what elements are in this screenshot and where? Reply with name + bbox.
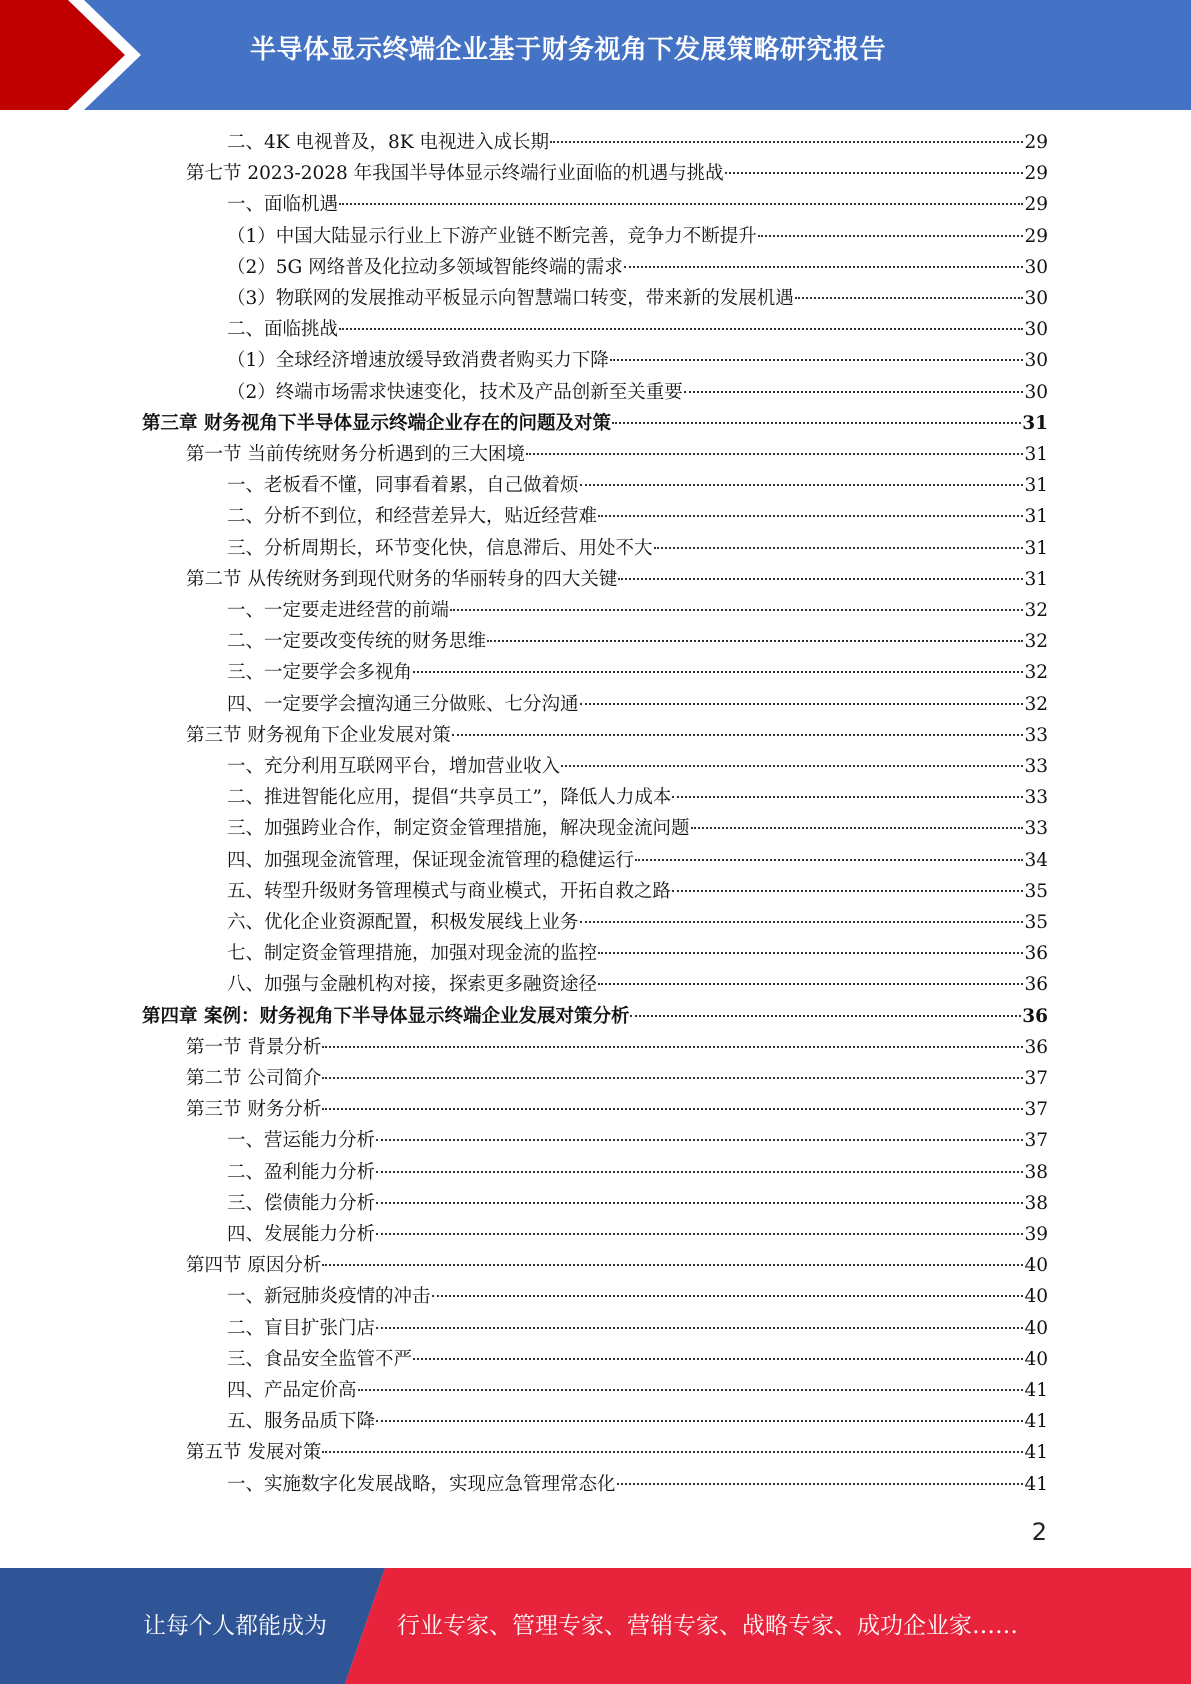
toc-entry-title: 四、产品定价高 xyxy=(227,1380,357,1401)
toc-entry-page: 36 xyxy=(1024,1036,1048,1058)
toc-entry[interactable] xyxy=(227,626,1048,657)
toc-entry[interactable] xyxy=(227,377,1048,408)
toc-entry-page: 30 xyxy=(1024,319,1048,341)
page-header xyxy=(0,0,1191,110)
toc-entry-page: 40 xyxy=(1024,1255,1048,1277)
toc-entry-page: 41 xyxy=(1024,1380,1048,1401)
page-number: 2 xyxy=(1031,1518,1047,1546)
report-title: 半导体显示终端企业基于财务视角下发展策略研究报告 xyxy=(250,35,887,65)
toc-entry-title: 第一节 背景分析 xyxy=(186,1036,322,1058)
toc-entry-page: 41 xyxy=(1024,1411,1048,1433)
toc-entry-title: （3）物联网的发展推动平板显示向智慧端口转变，带来新的发展机遇 xyxy=(227,288,794,309)
toc-entry-page: 32 xyxy=(1024,631,1048,653)
toc-dot-leader xyxy=(672,796,1023,798)
toc-dot-leader xyxy=(580,921,1024,923)
toc-entry[interactable] xyxy=(227,189,1048,220)
toc-entry-page: 37 xyxy=(1024,1068,1048,1089)
toc-dot-leader xyxy=(672,890,1023,892)
toc-entry[interactable] xyxy=(227,501,1048,532)
toc-entry[interactable] xyxy=(227,751,1048,782)
toc-entry[interactable] xyxy=(227,533,1048,564)
toc-entry[interactable] xyxy=(186,1063,1048,1094)
toc-dot-leader xyxy=(610,359,1024,361)
toc-entry-page: 40 xyxy=(1024,1348,1048,1370)
toc-entry-page: 31 xyxy=(1024,506,1048,528)
toc-entry-page: 40 xyxy=(1024,1286,1048,1308)
toc-dot-leader xyxy=(322,1264,1023,1266)
toc-dot-leader xyxy=(339,328,1023,330)
toc-entry[interactable] xyxy=(227,127,1048,158)
toc-dot-leader xyxy=(617,1483,1024,1485)
toc-entry-title: 一、面临机遇 xyxy=(227,194,339,216)
toc-dot-leader xyxy=(624,266,1024,268)
toc-entry-title: 一、实施数字化发展战略，实现应急管理常态化 xyxy=(227,1473,616,1495)
toc-entry-title: 二、一定要改变传统的财务思维 xyxy=(227,631,487,653)
toc-entry-title: 四、加强现金流管理，保证现金流管理的稳健运行 xyxy=(227,849,635,871)
toc-entry-page: 36 xyxy=(1024,943,1048,965)
toc-entry-title: （1）全球经济增速放缓导致消费者购买力下降 xyxy=(227,350,609,372)
toc-dot-leader xyxy=(580,484,1024,486)
toc-entry-title: 第二节 从传统财务到现代财务的华丽转身的四大关键 xyxy=(186,568,618,590)
toc-entry-page: 31 xyxy=(1022,412,1048,434)
toc-entry[interactable] xyxy=(186,1032,1048,1063)
toc-dot-leader xyxy=(487,640,1023,642)
header-arrow-decoration xyxy=(0,0,160,110)
toc-dot-leader xyxy=(322,1046,1023,1048)
toc-entry-page: 36 xyxy=(1022,1005,1048,1027)
toc-dot-leader xyxy=(725,172,1024,174)
toc-entry-title: 五、转型升级财务管理模式与商业模式，开拓自救之路 xyxy=(227,880,672,902)
toc-entry-title: 第二节 公司简介 xyxy=(186,1068,322,1089)
toc-entry[interactable] xyxy=(227,907,1048,938)
toc-entry-page: 29 xyxy=(1024,163,1048,185)
toc-entry-page: 33 xyxy=(1024,724,1048,746)
toc-dot-leader xyxy=(526,453,1024,455)
toc-entry-page: 29 xyxy=(1024,194,1048,216)
toc-entry-title: 第四章 案例：财务视角下半导体显示终端企业发展对策分析 xyxy=(142,1005,630,1027)
toc-dot-leader xyxy=(795,297,1024,299)
toc-entry-title: 第三节 财务视角下企业发展对策 xyxy=(186,724,451,746)
toc-entry[interactable] xyxy=(227,1375,1048,1406)
toc-entry-title: 五、服务品质下降 xyxy=(227,1411,376,1433)
toc-entry-title: 二、分析不到位，和经营差异大，贴近经营难 xyxy=(227,506,598,528)
toc-entry[interactable] xyxy=(227,470,1048,501)
toc-entry[interactable] xyxy=(227,1281,1048,1312)
toc-entry[interactable] xyxy=(227,813,1048,844)
toc-entry-title: 六、优化企业资源配置，积极发展线上业务 xyxy=(227,912,579,933)
toc-entry[interactable] xyxy=(227,1125,1048,1156)
toc-entry-title: 四、一定要学会擅沟通三分做账、七分沟通 xyxy=(227,693,579,715)
toc-entry-title: 一、老板看不懂，同事看着累，自己做着烦 xyxy=(227,475,579,497)
toc-dot-leader xyxy=(376,1139,1023,1141)
toc-entry-page: 34 xyxy=(1024,849,1048,871)
toc-entry[interactable] xyxy=(186,1250,1048,1281)
toc-dot-leader xyxy=(550,141,1024,143)
toc-entry-title: 第五节 发展对策 xyxy=(186,1442,322,1464)
toc-entry-page: 30 xyxy=(1024,288,1048,309)
toc-entry-title: 一、营运能力分析 xyxy=(227,1130,376,1152)
toc-entry-title: 三、加强跨业合作，制定资金管理措施，解决现金流问题 xyxy=(227,818,690,840)
toc-entry[interactable] xyxy=(227,1219,1048,1250)
toc-entry[interactable] xyxy=(227,657,1048,688)
toc-dot-leader xyxy=(691,827,1024,829)
toc-entry[interactable] xyxy=(227,1188,1048,1219)
toc-entry[interactable] xyxy=(227,221,1048,252)
toc-dot-leader xyxy=(630,1015,1021,1017)
toc-dot-leader xyxy=(654,547,1024,549)
toc-dot-leader xyxy=(322,1451,1023,1453)
toc-entry-page: 36 xyxy=(1024,974,1048,996)
toc-entry-page: 39 xyxy=(1024,1224,1048,1245)
toc-entry-title: 三、偿债能力分析 xyxy=(227,1192,376,1214)
toc-entry[interactable] xyxy=(227,689,1048,720)
toc-dot-leader xyxy=(598,515,1023,517)
toc-entry-page: 31 xyxy=(1024,537,1048,559)
toc-entry[interactable] xyxy=(227,252,1048,283)
toc-entry[interactable] xyxy=(227,969,1048,1000)
toc-dot-leader xyxy=(580,703,1024,705)
toc-dot-leader xyxy=(376,1327,1023,1329)
toc-entry-page: 32 xyxy=(1024,662,1048,684)
toc-entry-page: 38 xyxy=(1024,1192,1048,1214)
toc-dot-leader xyxy=(413,1358,1023,1360)
toc-entry-title: 第四节 原因分析 xyxy=(186,1255,322,1277)
toc-entry-title: 一、充分利用互联网平台，增加营业收入 xyxy=(227,756,561,777)
toc-entry-title: 三、食品安全监管不严 xyxy=(227,1348,413,1370)
toc-entry[interactable] xyxy=(227,845,1048,876)
toc-entry-page: 30 xyxy=(1024,381,1048,403)
toc-entry-title: 二、面临挑战 xyxy=(227,319,339,341)
toc-entry-page: 32 xyxy=(1024,600,1048,621)
toc-entry[interactable] xyxy=(227,876,1048,907)
toc-dot-leader xyxy=(452,734,1024,736)
toc-entry-page: 35 xyxy=(1024,880,1048,902)
toc-dot-leader xyxy=(598,952,1023,954)
toc-entry[interactable] xyxy=(186,1437,1048,1468)
toc-entry-title: 第一节 当前传统财务分析遇到的三大困境 xyxy=(186,444,525,465)
toc-dot-leader xyxy=(322,1077,1023,1079)
toc-dot-leader xyxy=(684,391,1024,393)
toc-entry-title: 四、发展能力分析 xyxy=(227,1224,376,1245)
toc-dot-leader xyxy=(432,1295,1024,1297)
toc-entry[interactable] xyxy=(227,1344,1048,1375)
toc-entry[interactable] xyxy=(227,938,1048,969)
toc-entry-title: 一、一定要走进经营的前端 xyxy=(227,600,450,621)
toc-dot-leader xyxy=(635,859,1023,861)
toc-entry-title: 第三节 财务分析 xyxy=(186,1099,322,1121)
toc-dot-leader xyxy=(358,1389,1024,1391)
toc-entry-page: 41 xyxy=(1024,1442,1048,1464)
toc-entry-page: 35 xyxy=(1024,912,1048,933)
toc-entry-page: 33 xyxy=(1024,818,1048,840)
toc-entry[interactable] xyxy=(186,564,1048,595)
toc-entry-title: 二、盲目扩张门店 xyxy=(227,1317,376,1339)
toc-entry[interactable] xyxy=(227,1406,1048,1437)
toc-entry-title: （1）中国大陆显示行业上下游产业链不断完善，竞争力不断提升 xyxy=(227,225,757,247)
toc-entry-page: 30 xyxy=(1024,350,1048,372)
footer-slogan-left: 让每个人都能成为 xyxy=(143,1613,327,1639)
toc-chapter-entry[interactable] xyxy=(142,408,1048,439)
toc-entry-page: 37 xyxy=(1024,1130,1048,1152)
toc-dot-leader xyxy=(339,203,1023,205)
toc-dot-leader xyxy=(618,578,1023,580)
toc-dot-leader xyxy=(413,671,1023,673)
toc-entry-page: 30 xyxy=(1024,256,1048,278)
toc-entry-title: 三、一定要学会多视角 xyxy=(227,662,413,684)
toc-dot-leader xyxy=(450,609,1023,611)
toc-entry-page: 40 xyxy=(1024,1317,1048,1339)
toc-dot-leader xyxy=(322,1108,1023,1110)
toc-entry-page: 41 xyxy=(1024,1473,1048,1495)
toc-chapter-entry[interactable] xyxy=(142,1001,1048,1032)
toc-entry-title: 八、加强与金融机构对接，探索更多融资途径 xyxy=(227,974,598,996)
toc-entry[interactable] xyxy=(227,1469,1048,1500)
toc-entry-page: 31 xyxy=(1024,568,1048,590)
toc-entry[interactable] xyxy=(186,439,1048,470)
toc-entry-page: 29 xyxy=(1024,132,1048,153)
toc-dot-leader xyxy=(612,422,1021,424)
toc-entry-page: 31 xyxy=(1024,444,1048,465)
toc-entry-title: 一、新冠肺炎疫情的冲击 xyxy=(227,1286,431,1308)
toc-entry-page: 32 xyxy=(1024,693,1048,715)
toc-entry[interactable] xyxy=(227,283,1048,314)
toc-dot-leader xyxy=(376,1171,1023,1173)
toc-entry[interactable] xyxy=(227,1313,1048,1344)
toc-dot-leader xyxy=(376,1202,1023,1204)
toc-entry-title: 二、推进智能化应用，提倡“共享员工”，降低人力成本 xyxy=(227,787,672,809)
toc-entry-page: 33 xyxy=(1024,756,1048,777)
toc-entry[interactable] xyxy=(227,595,1048,626)
toc-entry[interactable] xyxy=(227,1157,1048,1188)
toc-entry[interactable] xyxy=(227,314,1048,345)
toc-entry[interactable] xyxy=(186,720,1048,751)
toc-entry-title: 三、分析周期长，环节变化快，信息滞后、用处不大 xyxy=(227,537,653,559)
toc-dot-leader xyxy=(376,1233,1023,1235)
toc-dot-leader xyxy=(758,235,1024,237)
page-footer xyxy=(0,1568,1191,1684)
toc-entry[interactable] xyxy=(186,1094,1048,1125)
toc-dot-leader xyxy=(598,983,1023,985)
toc-entry[interactable] xyxy=(227,782,1048,813)
toc-dot-leader xyxy=(561,765,1023,767)
toc-entry[interactable] xyxy=(186,158,1048,189)
toc-entry-title: 七、制定资金管理措施，加强对现金流的监控 xyxy=(227,943,598,965)
toc-entry-page: 33 xyxy=(1024,787,1048,809)
toc-dot-leader xyxy=(376,1420,1023,1422)
toc-entry-title: 二、4K 电视普及，8K 电视进入成长期 xyxy=(227,132,549,153)
toc-entry-page: 38 xyxy=(1024,1161,1048,1183)
toc-entry-page: 31 xyxy=(1024,475,1048,497)
toc-entry-title: 第三章 财务视角下半导体显示终端企业存在的问题及对策 xyxy=(142,412,611,434)
toc-entry-title: （2）5G 网络普及化拉动多领域智能终端的需求 xyxy=(227,256,623,278)
toc-entry-title: 第七节 2023-2028 年我国半导体显示终端行业面临的机遇与挑战 xyxy=(186,163,724,185)
toc-entry-page: 29 xyxy=(1024,225,1048,247)
toc-entry-title: 二、盈利能力分析 xyxy=(227,1161,376,1183)
toc-entry[interactable] xyxy=(227,345,1048,376)
toc-entry-page: 37 xyxy=(1024,1099,1048,1121)
toc-entry-title: （2）终端市场需求快速变化，技术及产品创新至关重要 xyxy=(227,381,683,403)
footer-slogan-right: 行业专家、管理专家、营销专家、战略专家、成功企业家…… xyxy=(397,1613,1018,1639)
